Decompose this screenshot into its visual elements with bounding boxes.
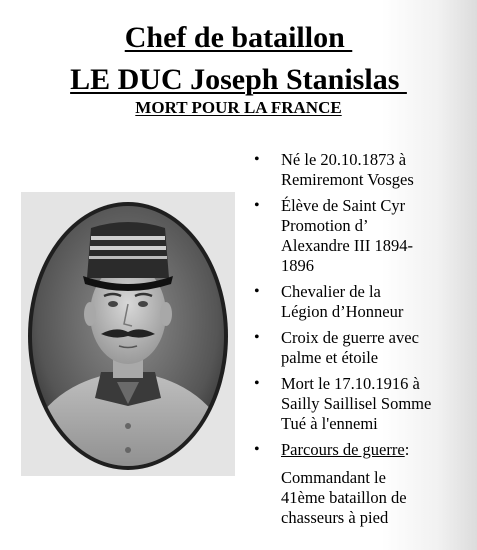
portrait-photo-icon <box>21 192 235 476</box>
bio-death <box>253 374 468 434</box>
parcours-label: Parcours de guerre <box>281 440 405 459</box>
parcours-detail-line: 41ème bataillon de <box>281 488 407 507</box>
subtitle-mort-pour-la-france: MORT POUR LA FRANCE <box>135 98 342 117</box>
title-rank: Chef de bataillon <box>124 21 353 54</box>
title-name: LE DUC Joseph Stanislas <box>70 63 407 96</box>
bio-birth-line: • Né le 20.10.1873 à <box>281 150 407 169</box>
bio-legion-line: • Chevalier de la <box>281 282 381 301</box>
bio-saint-cyr-line: 1896 <box>281 256 314 275</box>
parcours-detail-line: Commandant le <box>281 468 386 487</box>
bio-legion-line: Légion d’Honneur <box>281 302 404 321</box>
bio-birth-line: Remiremont Vosges <box>281 170 414 189</box>
bio-croix-line: • Croix de guerre avec <box>281 328 419 347</box>
parcours-detail <box>281 468 468 528</box>
bio-saint-cyr-line: Promotion d’ <box>281 216 369 235</box>
bio-death-line: • Mort le 17.10.1916 à <box>281 374 420 393</box>
bio-death-line: Tué à l'ennemi <box>281 414 378 433</box>
bio-croix-de-guerre <box>253 328 468 368</box>
biography-list <box>253 150 468 534</box>
portrait-photo <box>21 192 235 476</box>
bio-death-line: Sailly Saillisel Somme <box>281 394 432 413</box>
parcours-detail-line: chasseurs à pied <box>281 508 389 527</box>
bio-saint-cyr-line: • Élève de Saint Cyr <box>281 196 406 215</box>
bio-saint-cyr <box>253 196 468 276</box>
bio-legion-honneur <box>253 282 468 322</box>
bio-saint-cyr-line: Alexandre III 1894- <box>281 236 413 255</box>
bio-parcours <box>253 440 468 528</box>
parcours-colon: : <box>404 440 410 459</box>
bio-croix-line: palme et étoile <box>281 348 379 367</box>
bio-parcours-heading <box>281 440 468 460</box>
bio-birth <box>253 150 468 190</box>
